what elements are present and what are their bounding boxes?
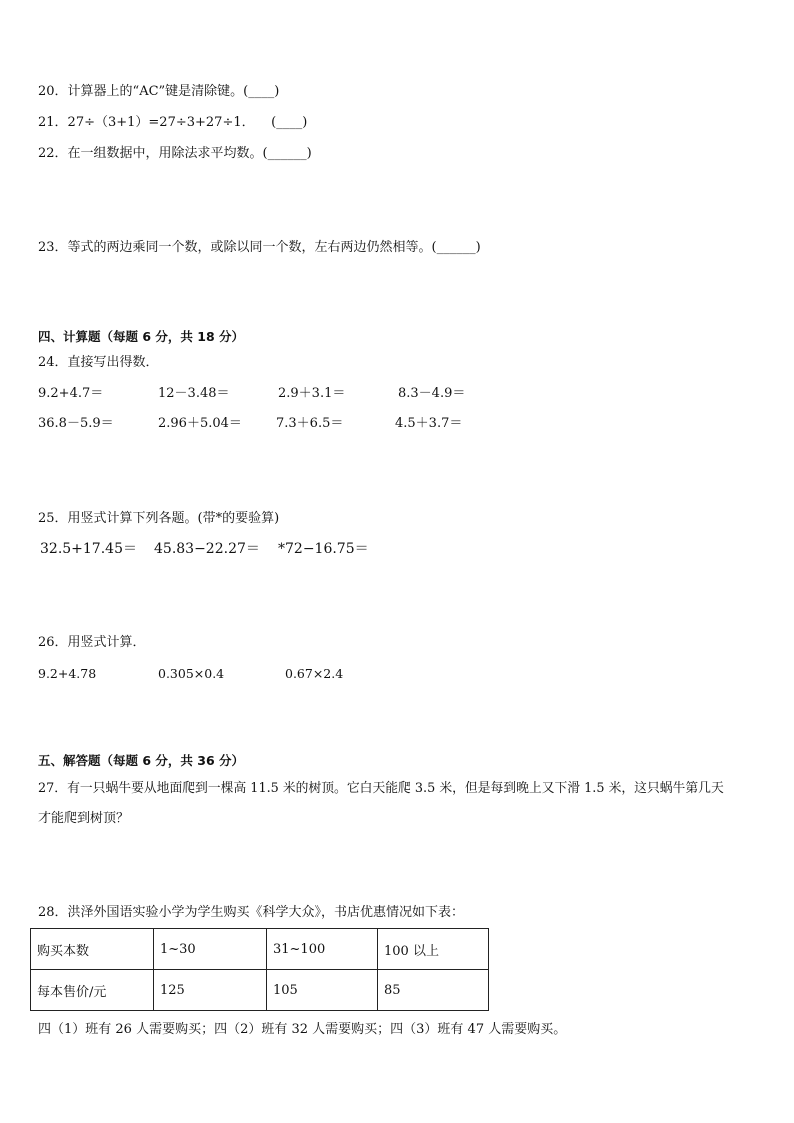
section-5-heading: 五、解答题（每题 6 分，共 36 分） — [38, 753, 245, 768]
question-25-title: 25．用竖式计算下列各题。(带*的要验算) — [38, 511, 280, 526]
question-number: 22． — [38, 146, 68, 161]
question-27-line-1: 27．有一只蜗牛要从地面爬到一棵高 11.5 米的树顶。它白天能爬 3.5 米，但是每到晚上又下滑 1.5 米，这只蜗牛第几天 — [38, 781, 724, 796]
calc-item: 7.3＋6.5＝ — [276, 416, 344, 431]
question-number: 20． — [38, 84, 68, 99]
question-27-line-2: 才能爬到树顶？ — [38, 811, 130, 826]
question-23 — [38, 239, 481, 257]
question-text: 27÷（3+1）=27÷3+27÷1． (____) — [67, 115, 308, 130]
calc-item: 0.67×2.4 — [285, 666, 344, 681]
calc-item: 45.83−22.27＝ — [154, 541, 260, 557]
question-20 — [38, 83, 279, 101]
question-text: 等式的两边乘同一个数，或除以同一个数，左右两边仍然相等。(______) — [67, 240, 481, 255]
table-cell: 购买本数 — [31, 929, 154, 970]
question-24-title: 24．直接写出得数． — [38, 355, 159, 370]
calc-item: 2.96＋5.04＝ — [158, 416, 242, 431]
calc-item: 4.5＋3.7＝ — [395, 416, 463, 431]
question-21 — [38, 114, 307, 132]
table-cell: 125 — [154, 970, 267, 1011]
table-row — [31, 929, 489, 970]
calc-item: 32.5+17.45＝ — [40, 541, 137, 557]
calc-item: 9.2+4.7＝ — [38, 386, 104, 401]
question-28-title: 28．洪泽外国语实验小学为学生购买《科学大众》，书店优惠情况如下表： — [38, 905, 465, 920]
question-number: 21． — [38, 115, 68, 130]
calc-item: 2.9＋3.1＝ — [278, 386, 346, 401]
question-text: 在一组数据中，用除法求平均数。(______) — [67, 146, 312, 161]
table-row — [31, 970, 489, 1011]
question-28-note: 四（1）班有 26 人需要购买；四（2）班有 32 人需要购买；四（3）班有 47 人需要购买。 — [38, 1022, 567, 1037]
question-text: 计算器上的“AC”键是清除键。(____) — [67, 84, 280, 99]
question-22 — [38, 145, 312, 163]
calc-item: 0.305×0.4 — [158, 666, 225, 681]
table-cell: 每本售价/元 — [31, 970, 154, 1011]
calc-item: 9.2+4.78 — [38, 666, 97, 681]
calc-item: 12－3.48＝ — [158, 386, 230, 401]
calc-item: *72−16.75＝ — [278, 541, 369, 557]
calc-item: 36.8－5.9＝ — [38, 416, 114, 431]
table-cell: 100 以上 — [378, 929, 489, 970]
question-26-title: 26．用竖式计算． — [38, 635, 146, 650]
price-table — [30, 928, 489, 1011]
table-cell: 105 — [267, 970, 378, 1011]
calc-item: 8.3－4.9＝ — [398, 386, 466, 401]
question-number: 23． — [38, 240, 68, 255]
table-cell: 31~100 — [267, 929, 378, 970]
table-cell: 85 — [378, 970, 489, 1011]
section-4-heading: 四、计算题（每题 6 分，共 18 分） — [38, 329, 245, 344]
table-cell: 1~30 — [154, 929, 267, 970]
